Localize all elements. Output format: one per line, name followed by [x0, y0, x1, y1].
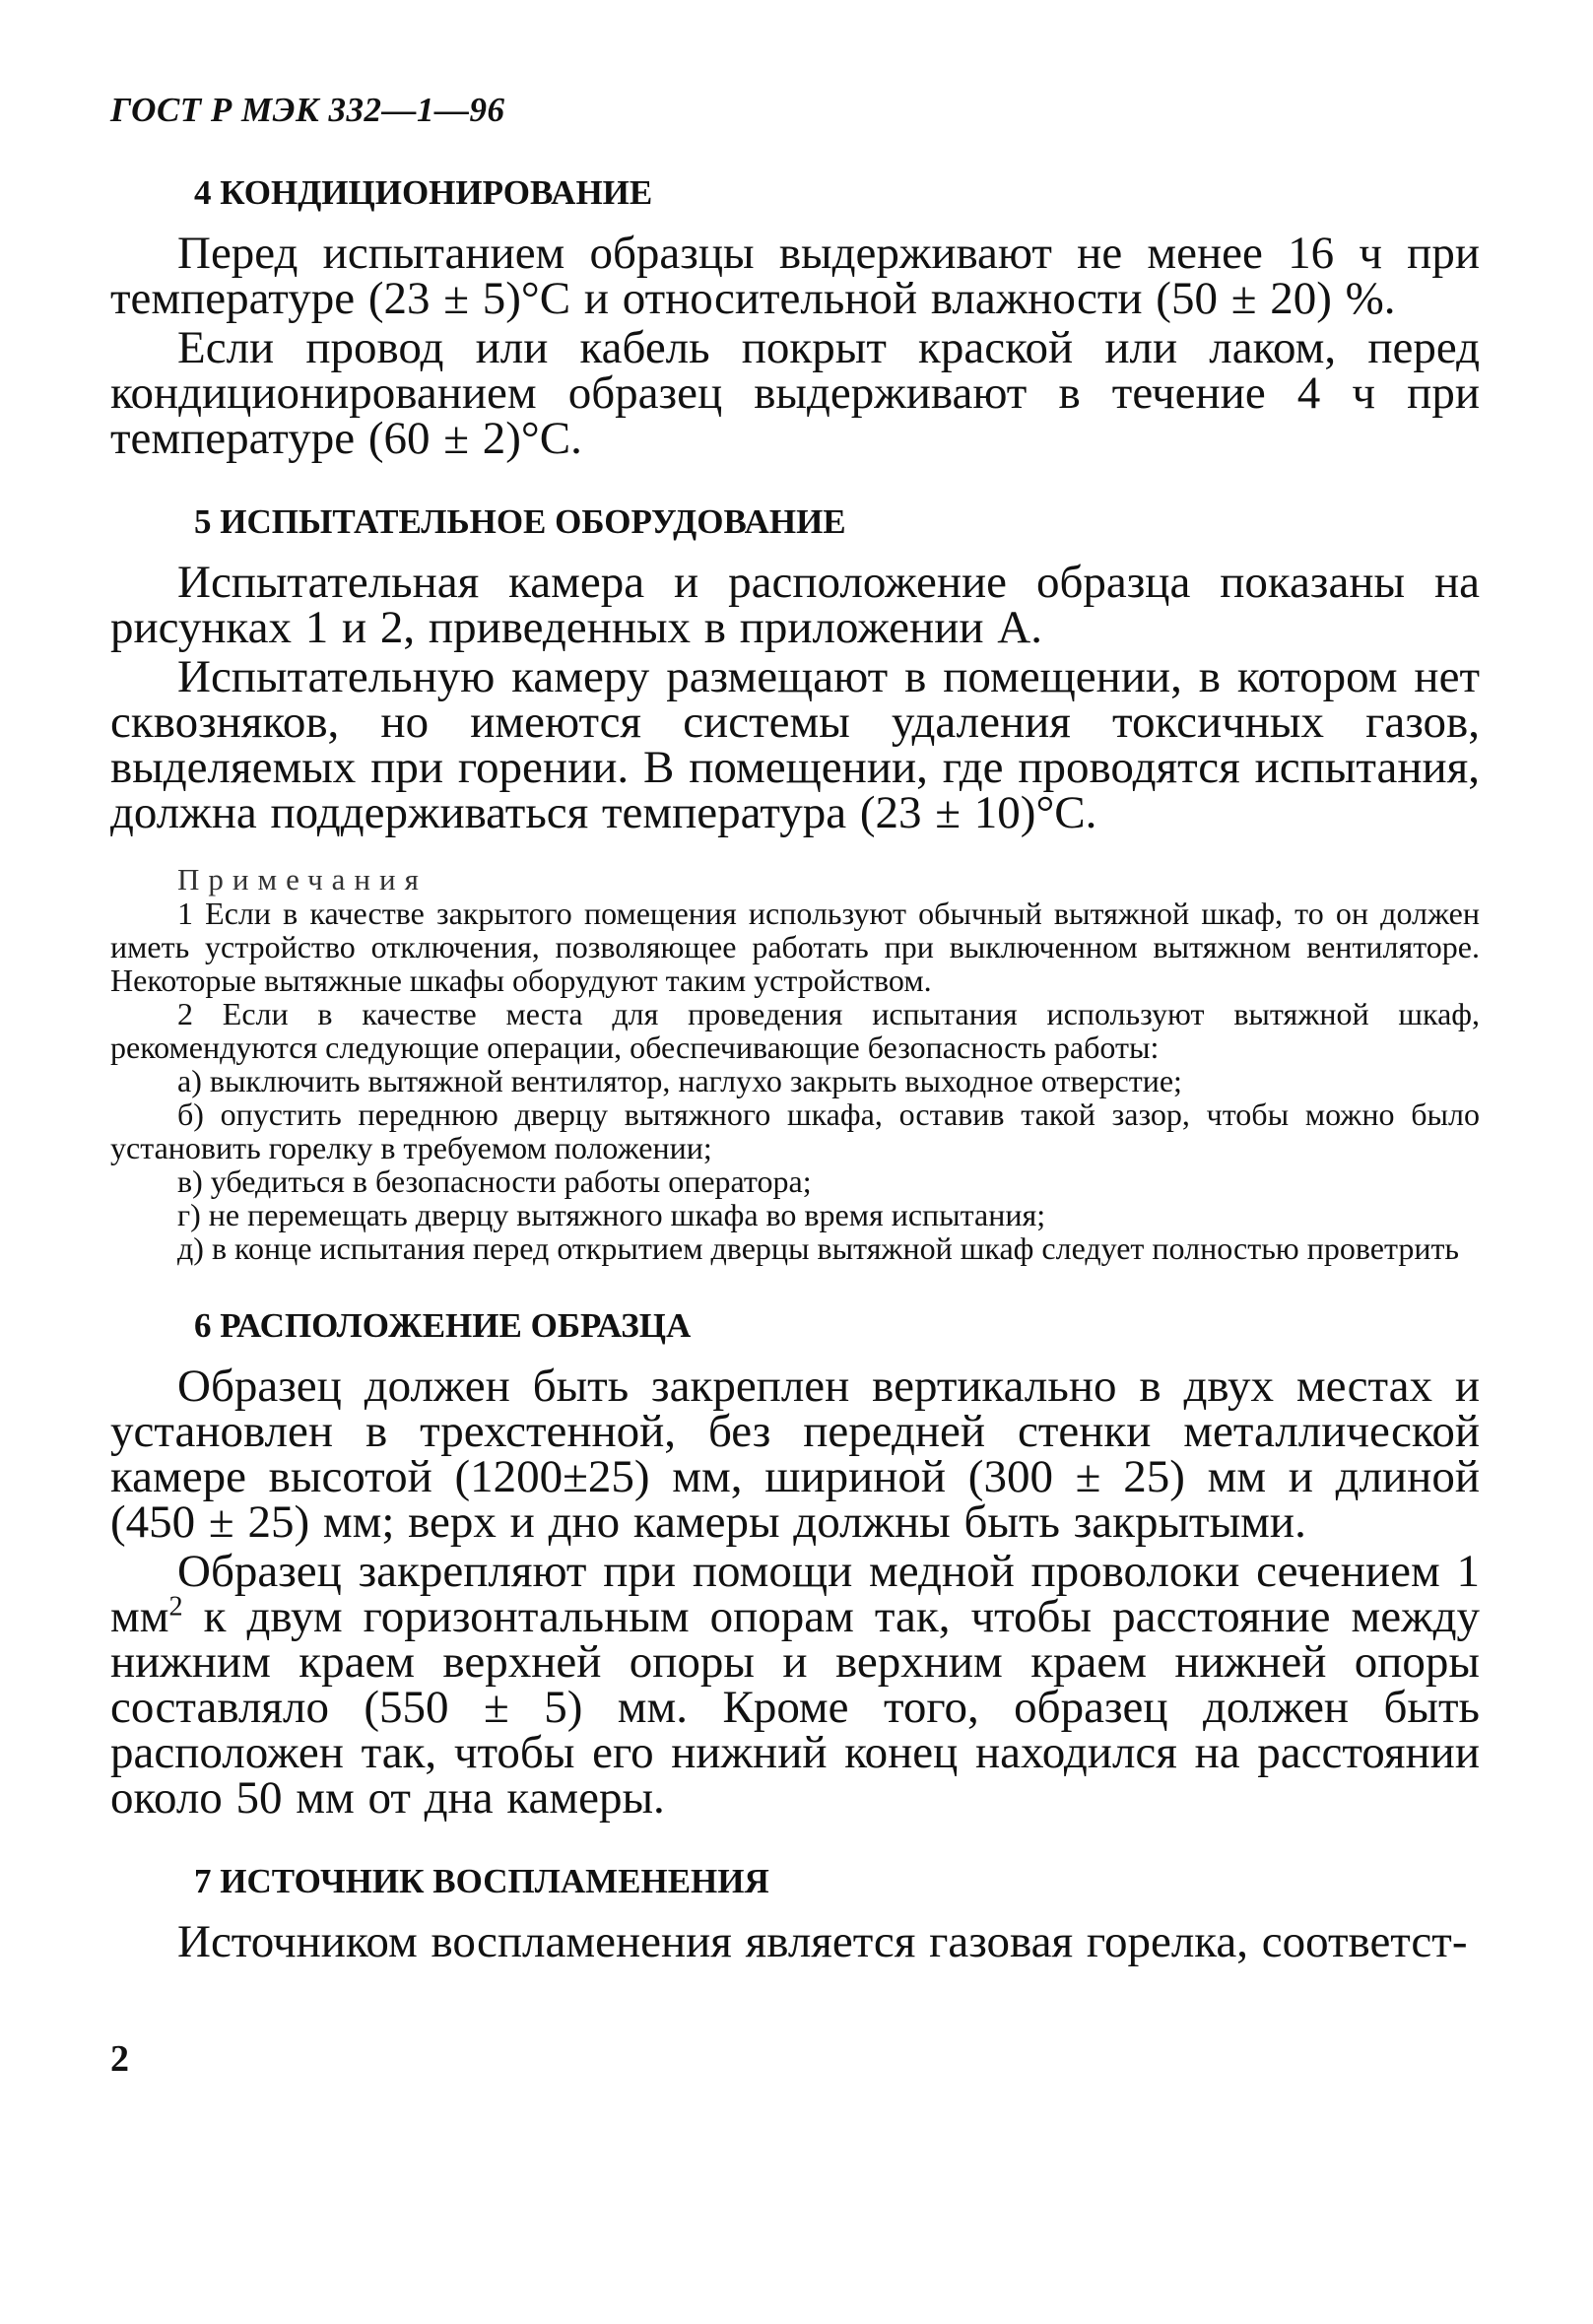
paragraph-text: к двум горизонтальным опорам так, чтобы расстояние между нижним краем верхней опоры и верхним краем нижней опоры составляло (550 ± 5) мм. Кроме того, образец должен быть расположен так, чтобы его нижний конец находился на расстоянии около 50 мм от дна камеры.	[110, 1591, 1480, 1824]
section-sample-placement	[110, 1302, 1480, 1824]
paragraph: Источником воспламенения является газовая горелка, соответст-	[177, 1916, 1468, 1967]
notes-block	[110, 863, 1480, 1265]
paragraph	[110, 1546, 1480, 1824]
superscript: 2	[168, 1591, 183, 1623]
note-item: б) опустить переднюю дверцу вытяжного шкафа, оставив такой зазор, чтобы можно было установить горелку в требуемом положении;	[110, 1096, 1480, 1165]
paragraph: Испытательную камеру размещают в помещении, в котором нет сквозняков, но имеются системы удаления токсичных газов, выделяемых при горении. В помещении, где проводятся испытания, должна поддерживаться температура (23 ± 10)°С.	[110, 651, 1480, 838]
section-test-equipment	[110, 498, 1480, 1265]
section-title: 5 ИСПЫТАТЕЛЬНОЕ ОБОРУДОВАНИЕ	[194, 502, 846, 541]
section-ignition-source	[110, 1858, 1480, 1967]
document-header: ГОСТ Р МЭК 332—1—96	[110, 91, 505, 129]
paragraph: Если провод или кабель покрыт краской или лаком, перед кондиционированием образец выдерживают в течение 4 ч при температуре (60 ± 2)°С.	[110, 322, 1480, 464]
section-conditioning	[110, 169, 1480, 464]
note-item: 1 Если в качестве закрытого помещения используют обычный вытяжной шкаф, то он должен иметь устройство отключения, позволяющее работать при выключенном вытяжном вентиляторе. Некоторые вытяжные шкафы оборудуют таким устройством.	[110, 896, 1480, 998]
paragraph: Испытательная камера и расположение образца показаны на рисунках 1 и 2, приведенных в приложении А.	[110, 557, 1480, 653]
paragraph: Образец должен быть закреплен вертикально в двух местах и установлен в трехстенной, без передней стенки металлической камере высотой (1200±25) мм, шириной (300 ± 25) мм и длиной (450 ± 25) мм; верх и дно камеры должны быть закрытыми.	[110, 1361, 1480, 1548]
paragraph: Перед испытанием образцы выдерживают не менее 16 ч при температуре (23 ± 5)°С и относительной влажности (50 ± 20) %.	[110, 228, 1480, 324]
section-title: 7 ИСТОЧНИК ВОСПЛАМЕНЕНИЯ	[194, 1862, 769, 1900]
note-item: д) в конце испытания перед открытием дверцы вытяжной шкаф следует полностью проветрить	[177, 1230, 1460, 1266]
note-item: г) не перемещать дверцу вытяжного шкафа во время испытания;	[177, 1197, 1046, 1232]
paragraph-text: Образец закрепляют при помощи медной проволоки сечением 1 мм	[110, 1546, 1480, 1642]
note-item: а) выключить вытяжной вентилятор, наглухо закрыть выходное отверстие;	[177, 1063, 1182, 1098]
document-body	[110, 169, 1480, 2002]
notes-title: Примечания	[177, 862, 428, 896]
page-number: 2	[110, 2038, 129, 2080]
note-item: в) убедиться в безопасности работы оператора;	[177, 1163, 812, 1199]
section-title: 4 КОНДИЦИОНИРОВАНИЕ	[194, 173, 653, 212]
note-item: 2 Если в качестве места для проведения испытания используют вытяжной шкаф, рекомендуются следующие операции, обеспечивающие безопасность работы:	[110, 996, 1480, 1065]
section-title: 6 РАСПОЛОЖЕНИЕ ОБРАЗЦА	[194, 1306, 692, 1345]
